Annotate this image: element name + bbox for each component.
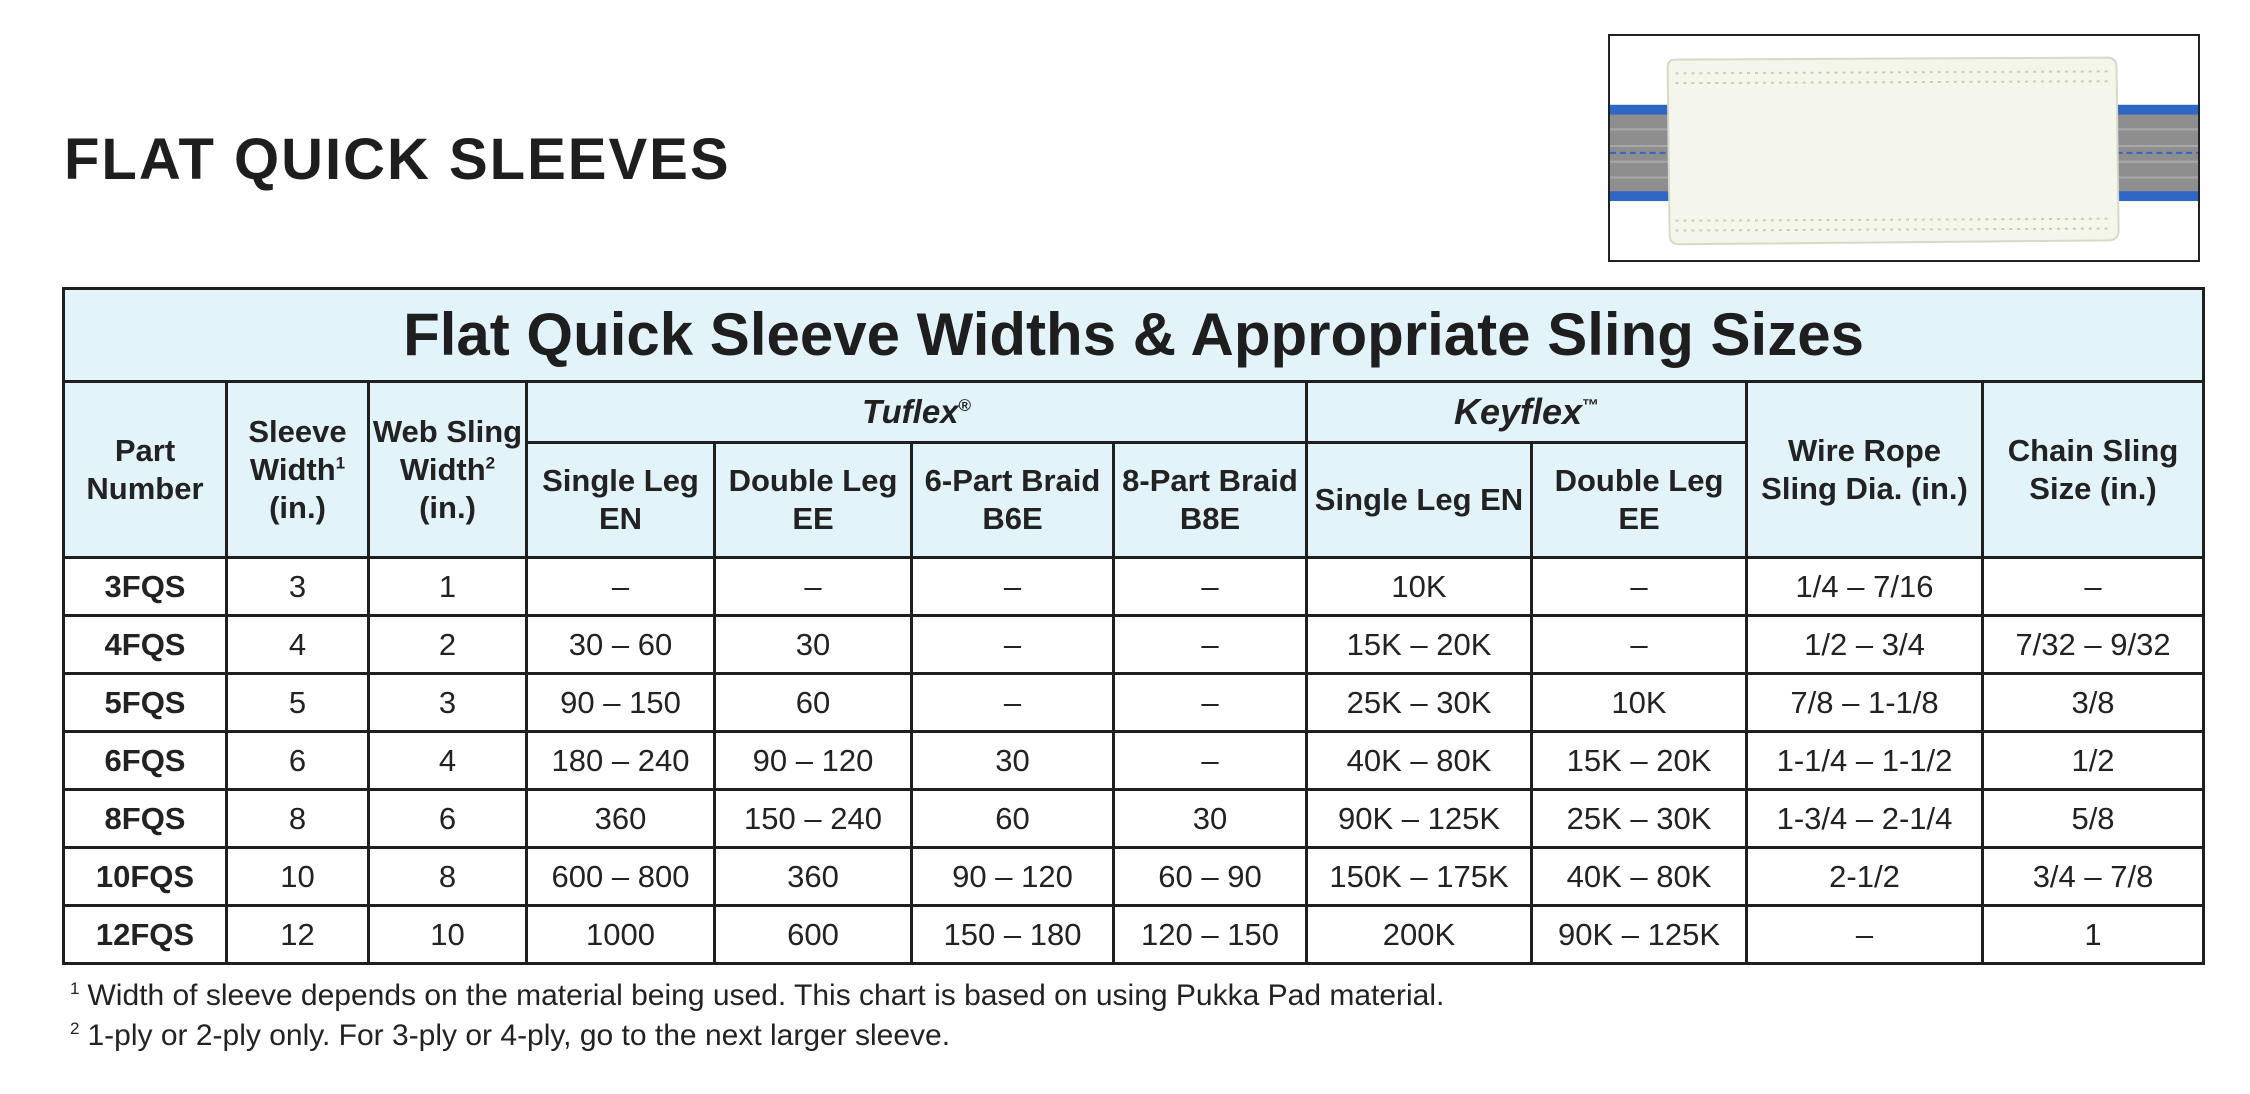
cell-web-sling-width: 3: [369, 674, 527, 732]
cell-wire-rope: 1-1/4 – 1-1/2: [1747, 732, 1983, 790]
cell-sleeve-width: 5: [227, 674, 369, 732]
cell-keyflex-single: 40K – 80K: [1307, 732, 1532, 790]
table-row: [64, 616, 2204, 674]
registered-mark: ®: [958, 396, 972, 415]
cell-keyflex-single: 200K: [1307, 906, 1532, 964]
trademark-mark: ™: [1582, 396, 1600, 415]
header-chain-label: Chain Sling Size (in.): [2007, 432, 2179, 506]
cell-sleeve-width: 6: [227, 732, 369, 790]
tuflex-label: Tuflex: [861, 393, 959, 430]
cell-tuflex-single: 90 – 150: [527, 674, 715, 732]
table-row: [64, 732, 2204, 790]
header-chain: [1983, 382, 2204, 558]
footnote-mark: 2: [70, 1019, 80, 1038]
cell-tuflex-single: 600 – 800: [527, 848, 715, 906]
cell-tuflex-double: 60: [715, 674, 912, 732]
cell-tuflex-6part: –: [912, 674, 1114, 732]
table-row: [64, 848, 2204, 906]
footnote-text: Width of sleeve depends on the material being used. This chart is based on using Pukka Pad material.: [87, 979, 1445, 1012]
cell-tuflex-6part: 150 – 180: [912, 906, 1114, 964]
cell-tuflex-double: 600: [715, 906, 912, 964]
header-keyflex-group: [1307, 382, 1747, 443]
cell-part-number: 4FQS: [64, 616, 227, 674]
footnote-2: [70, 1016, 1444, 1056]
header-tuflex-8part: 8-Part Braid B8E: [1114, 443, 1307, 558]
footnote-text: 1-ply or 2-ply only. For 3-ply or 4-ply, go to the next larger sleeve.: [87, 1019, 951, 1052]
cell-web-sling-width: 1: [369, 558, 527, 616]
cell-tuflex-8part: 60 – 90: [1114, 848, 1307, 906]
cell-tuflex-double: 150 – 240: [715, 790, 912, 848]
table-row: [64, 558, 2204, 616]
cell-web-sling-width: 8: [369, 848, 527, 906]
sleeve-illustration: [1610, 36, 2198, 260]
cell-tuflex-6part: –: [912, 616, 1114, 674]
cell-wire-rope: 1/2 – 3/4: [1747, 616, 1983, 674]
cell-web-sling-width: 4: [369, 732, 527, 790]
cell-part-number: 12FQS: [64, 906, 227, 964]
keyflex-label: Keyflex: [1453, 391, 1583, 432]
cell-chain: 1: [1983, 906, 2204, 964]
footnote-mark: 1: [335, 453, 346, 473]
cell-sleeve-width: 10: [227, 848, 369, 906]
header-web-sling-width: [369, 382, 527, 558]
sleeve-spec-table: [62, 287, 2205, 965]
cell-chain: 1/2: [1983, 732, 2204, 790]
cell-tuflex-double: –: [715, 558, 912, 616]
cell-tuflex-8part: –: [1114, 674, 1307, 732]
cell-chain: 5/8: [1983, 790, 2204, 848]
cell-tuflex-6part: –: [912, 558, 1114, 616]
header-sleeve-width: [227, 382, 369, 558]
cell-tuflex-6part: 30: [912, 732, 1114, 790]
cell-wire-rope: –: [1747, 906, 1983, 964]
header-web-sling-width-label: Web Sling Width: [372, 413, 523, 487]
footnotes: [70, 976, 1444, 1056]
cell-wire-rope: 7/8 – 1-1/8: [1747, 674, 1983, 732]
cell-tuflex-single: 180 – 240: [527, 732, 715, 790]
table-row: [64, 790, 2204, 848]
cell-wire-rope: 1/4 – 7/16: [1747, 558, 1983, 616]
table-title: Flat Quick Sleeve Widths & Appropriate Sling Sizes: [64, 289, 2204, 382]
header-keyflex-single: Single Leg EN: [1307, 443, 1532, 558]
cell-tuflex-single: 30 – 60: [527, 616, 715, 674]
cell-keyflex-double: 40K – 80K: [1532, 848, 1747, 906]
cell-tuflex-single: –: [527, 558, 715, 616]
cell-tuflex-double: 90 – 120: [715, 732, 912, 790]
cell-tuflex-8part: 120 – 150: [1114, 906, 1307, 964]
cell-part-number: 3FQS: [64, 558, 227, 616]
cell-tuflex-single: 360: [527, 790, 715, 848]
cell-tuflex-single: 1000: [527, 906, 715, 964]
cell-keyflex-double: 90K – 125K: [1532, 906, 1747, 964]
header-tuflex-group: [527, 382, 1307, 443]
cell-tuflex-8part: –: [1114, 732, 1307, 790]
cell-tuflex-8part: –: [1114, 616, 1307, 674]
cell-wire-rope: 1-3/4 – 2-1/4: [1747, 790, 1983, 848]
cell-tuflex-8part: 30: [1114, 790, 1307, 848]
cell-keyflex-single: 15K – 20K: [1307, 616, 1532, 674]
table-body: [64, 558, 2204, 964]
cell-keyflex-single: 90K – 125K: [1307, 790, 1532, 848]
cell-chain: 3/8: [1983, 674, 2204, 732]
cell-keyflex-double: –: [1532, 616, 1747, 674]
cell-tuflex-double: 360: [715, 848, 912, 906]
cell-sleeve-width: 4: [227, 616, 369, 674]
table-row: [64, 674, 2204, 732]
page-title: FLAT QUICK SLEEVES: [64, 127, 731, 192]
cell-keyflex-double: 25K – 30K: [1532, 790, 1747, 848]
header-tuflex-single: Single Leg EN: [527, 443, 715, 558]
footnote-mark: 2: [485, 453, 496, 473]
cell-part-number: 8FQS: [64, 790, 227, 848]
table-row: [64, 906, 2204, 964]
cell-keyflex-double: 10K: [1532, 674, 1747, 732]
cell-wire-rope: 2-1/2: [1747, 848, 1983, 906]
cell-sleeve-width: 8: [227, 790, 369, 848]
cell-web-sling-width: 6: [369, 790, 527, 848]
header-part-number: [64, 382, 227, 558]
footnote-mark: 1: [70, 979, 80, 998]
header-sleeve-width-unit: (in.): [269, 489, 326, 525]
cell-sleeve-width: 12: [227, 906, 369, 964]
header-tuflex-double: Double Leg EE: [715, 443, 912, 558]
header-wire-rope: [1747, 382, 1983, 558]
cell-keyflex-single: 10K: [1307, 558, 1532, 616]
header-part-number-label: Part Number: [86, 432, 204, 506]
cell-tuflex-8part: –: [1114, 558, 1307, 616]
cell-keyflex-single: 25K – 30K: [1307, 674, 1532, 732]
header-wire-rope-label: Wire Rope Sling Dia. (in.): [1761, 432, 1968, 506]
cell-part-number: 6FQS: [64, 732, 227, 790]
header-tuflex-6part: 6-Part Braid B6E: [912, 443, 1114, 558]
header-web-sling-width-unit: (in.): [419, 489, 476, 525]
cell-chain: 7/32 – 9/32: [1983, 616, 2204, 674]
cell-keyflex-single: 150K – 175K: [1307, 848, 1532, 906]
cell-part-number: 10FQS: [64, 848, 227, 906]
cell-tuflex-6part: 90 – 120: [912, 848, 1114, 906]
header-keyflex-double: Double Leg EE: [1532, 443, 1747, 558]
cell-web-sling-width: 10: [369, 906, 527, 964]
cell-chain: –: [1983, 558, 2204, 616]
cell-tuflex-6part: 60: [912, 790, 1114, 848]
header-sleeve-width-label: Sleeve Width: [248, 413, 347, 487]
cell-web-sling-width: 2: [369, 616, 527, 674]
flat-quick-sleeve-photo: [1608, 34, 2200, 262]
cell-sleeve-width: 3: [227, 558, 369, 616]
cell-part-number: 5FQS: [64, 674, 227, 732]
cell-keyflex-double: –: [1532, 558, 1747, 616]
cell-tuflex-double: 30: [715, 616, 912, 674]
cell-keyflex-double: 15K – 20K: [1532, 732, 1747, 790]
cell-chain: 3/4 – 7/8: [1983, 848, 2204, 906]
footnote-1: [70, 976, 1444, 1016]
